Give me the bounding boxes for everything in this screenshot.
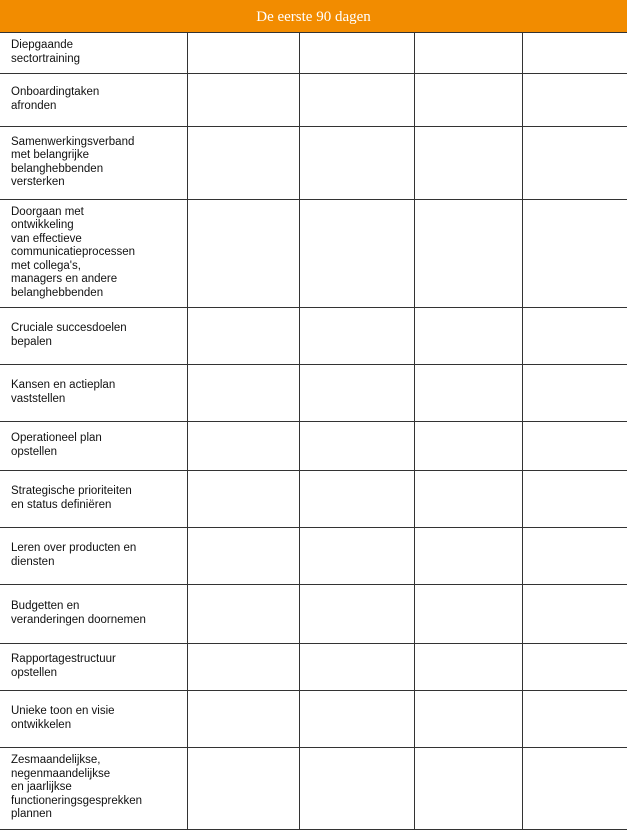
header-title: De eerste 90 dagen — [256, 9, 371, 25]
task-cell-col1[interactable] — [187, 690, 299, 747]
task-cell-col4[interactable] — [522, 527, 627, 584]
task-cell-col4[interactable] — [522, 421, 627, 470]
task-cell-col3[interactable] — [414, 690, 522, 747]
task-cell-col2[interactable] — [299, 690, 414, 747]
task-cell-col1[interactable] — [187, 199, 299, 307]
table-row — [0, 364, 627, 421]
task-cell-col3[interactable] — [414, 73, 522, 126]
task-cell-col1[interactable] — [187, 643, 299, 690]
task-label: Cruciale succesdoelen bepalen — [0, 307, 187, 364]
task-label: Zesmaandelijkse, negenmaandelijkse en jaarlijkse functioneringsgesprekken plannen — [0, 747, 187, 829]
task-cell-col3[interactable] — [414, 126, 522, 199]
task-cell-col2[interactable] — [299, 364, 414, 421]
table-row — [0, 73, 627, 126]
task-cell-col3[interactable] — [414, 747, 522, 829]
table-row — [0, 33, 627, 73]
task-cell-col1[interactable] — [187, 421, 299, 470]
task-cell-col2[interactable] — [299, 527, 414, 584]
task-cell-col3[interactable] — [414, 421, 522, 470]
task-cell-col1[interactable] — [187, 73, 299, 126]
table-row — [0, 747, 627, 829]
planning-table — [0, 33, 627, 830]
task-cell-col3[interactable] — [414, 584, 522, 643]
task-cell-col4[interactable] — [522, 364, 627, 421]
task-cell-col2[interactable] — [299, 584, 414, 643]
table-row — [0, 199, 627, 307]
task-cell-col2[interactable] — [299, 126, 414, 199]
task-label: Unieke toon en visie ontwikkelen — [0, 690, 187, 747]
task-cell-col4[interactable] — [522, 584, 627, 643]
task-cell-col1[interactable] — [187, 747, 299, 829]
task-cell-col2[interactable] — [299, 199, 414, 307]
task-cell-col1[interactable] — [187, 584, 299, 643]
task-cell-col4[interactable] — [522, 73, 627, 126]
task-cell-col3[interactable] — [414, 33, 522, 73]
task-cell-col4[interactable] — [522, 126, 627, 199]
task-cell-col3[interactable] — [414, 364, 522, 421]
task-cell-col4[interactable] — [522, 199, 627, 307]
task-cell-col4[interactable] — [522, 33, 627, 73]
task-label: Leren over producten en diensten — [0, 527, 187, 584]
task-cell-col1[interactable] — [187, 527, 299, 584]
task-cell-col1[interactable] — [187, 33, 299, 73]
task-cell-col3[interactable] — [414, 470, 522, 527]
task-cell-col2[interactable] — [299, 643, 414, 690]
task-label: Doorgaan met ontwikkeling van effectieve communicatieprocessen met collega's, managers en andere belanghebbenden — [0, 199, 187, 307]
task-cell-col2[interactable] — [299, 421, 414, 470]
task-cell-col1[interactable] — [187, 307, 299, 364]
task-cell-col1[interactable] — [187, 470, 299, 527]
table-row — [0, 527, 627, 584]
task-label: Diepgaande sectortraining — [0, 33, 187, 73]
task-cell-col3[interactable] — [414, 307, 522, 364]
task-label: Onboardingtaken afronden — [0, 73, 187, 126]
task-cell-col4[interactable] — [522, 307, 627, 364]
task-cell-col2[interactable] — [299, 33, 414, 73]
task-label: Strategische prioriteiten en status definiëren — [0, 470, 187, 527]
task-cell-col3[interactable] — [414, 643, 522, 690]
table-row — [0, 421, 627, 470]
table-row — [0, 643, 627, 690]
task-cell-col2[interactable] — [299, 307, 414, 364]
task-cell-col4[interactable] — [522, 747, 627, 829]
task-cell-col4[interactable] — [522, 690, 627, 747]
task-label: Rapportagestructuur opstellen — [0, 643, 187, 690]
table-row — [0, 584, 627, 643]
task-label: Kansen en actieplan vaststellen — [0, 364, 187, 421]
task-cell-col1[interactable] — [187, 364, 299, 421]
table-row — [0, 307, 627, 364]
table-row — [0, 470, 627, 527]
task-cell-col3[interactable] — [414, 199, 522, 307]
page-header — [0, 0, 627, 33]
task-cell-col2[interactable] — [299, 747, 414, 829]
task-label: Samenwerkingsverband met belangrijke belanghebbenden versterken — [0, 126, 187, 199]
task-cell-col2[interactable] — [299, 73, 414, 126]
table-row — [0, 126, 627, 199]
task-cell-col4[interactable] — [522, 643, 627, 690]
table-row — [0, 690, 627, 747]
task-label: Budgetten en veranderingen doornemen — [0, 584, 187, 643]
task-label: Operationeel plan opstellen — [0, 421, 187, 470]
task-cell-col1[interactable] — [187, 126, 299, 199]
task-cell-col3[interactable] — [414, 527, 522, 584]
task-cell-col2[interactable] — [299, 470, 414, 527]
task-cell-col4[interactable] — [522, 470, 627, 527]
